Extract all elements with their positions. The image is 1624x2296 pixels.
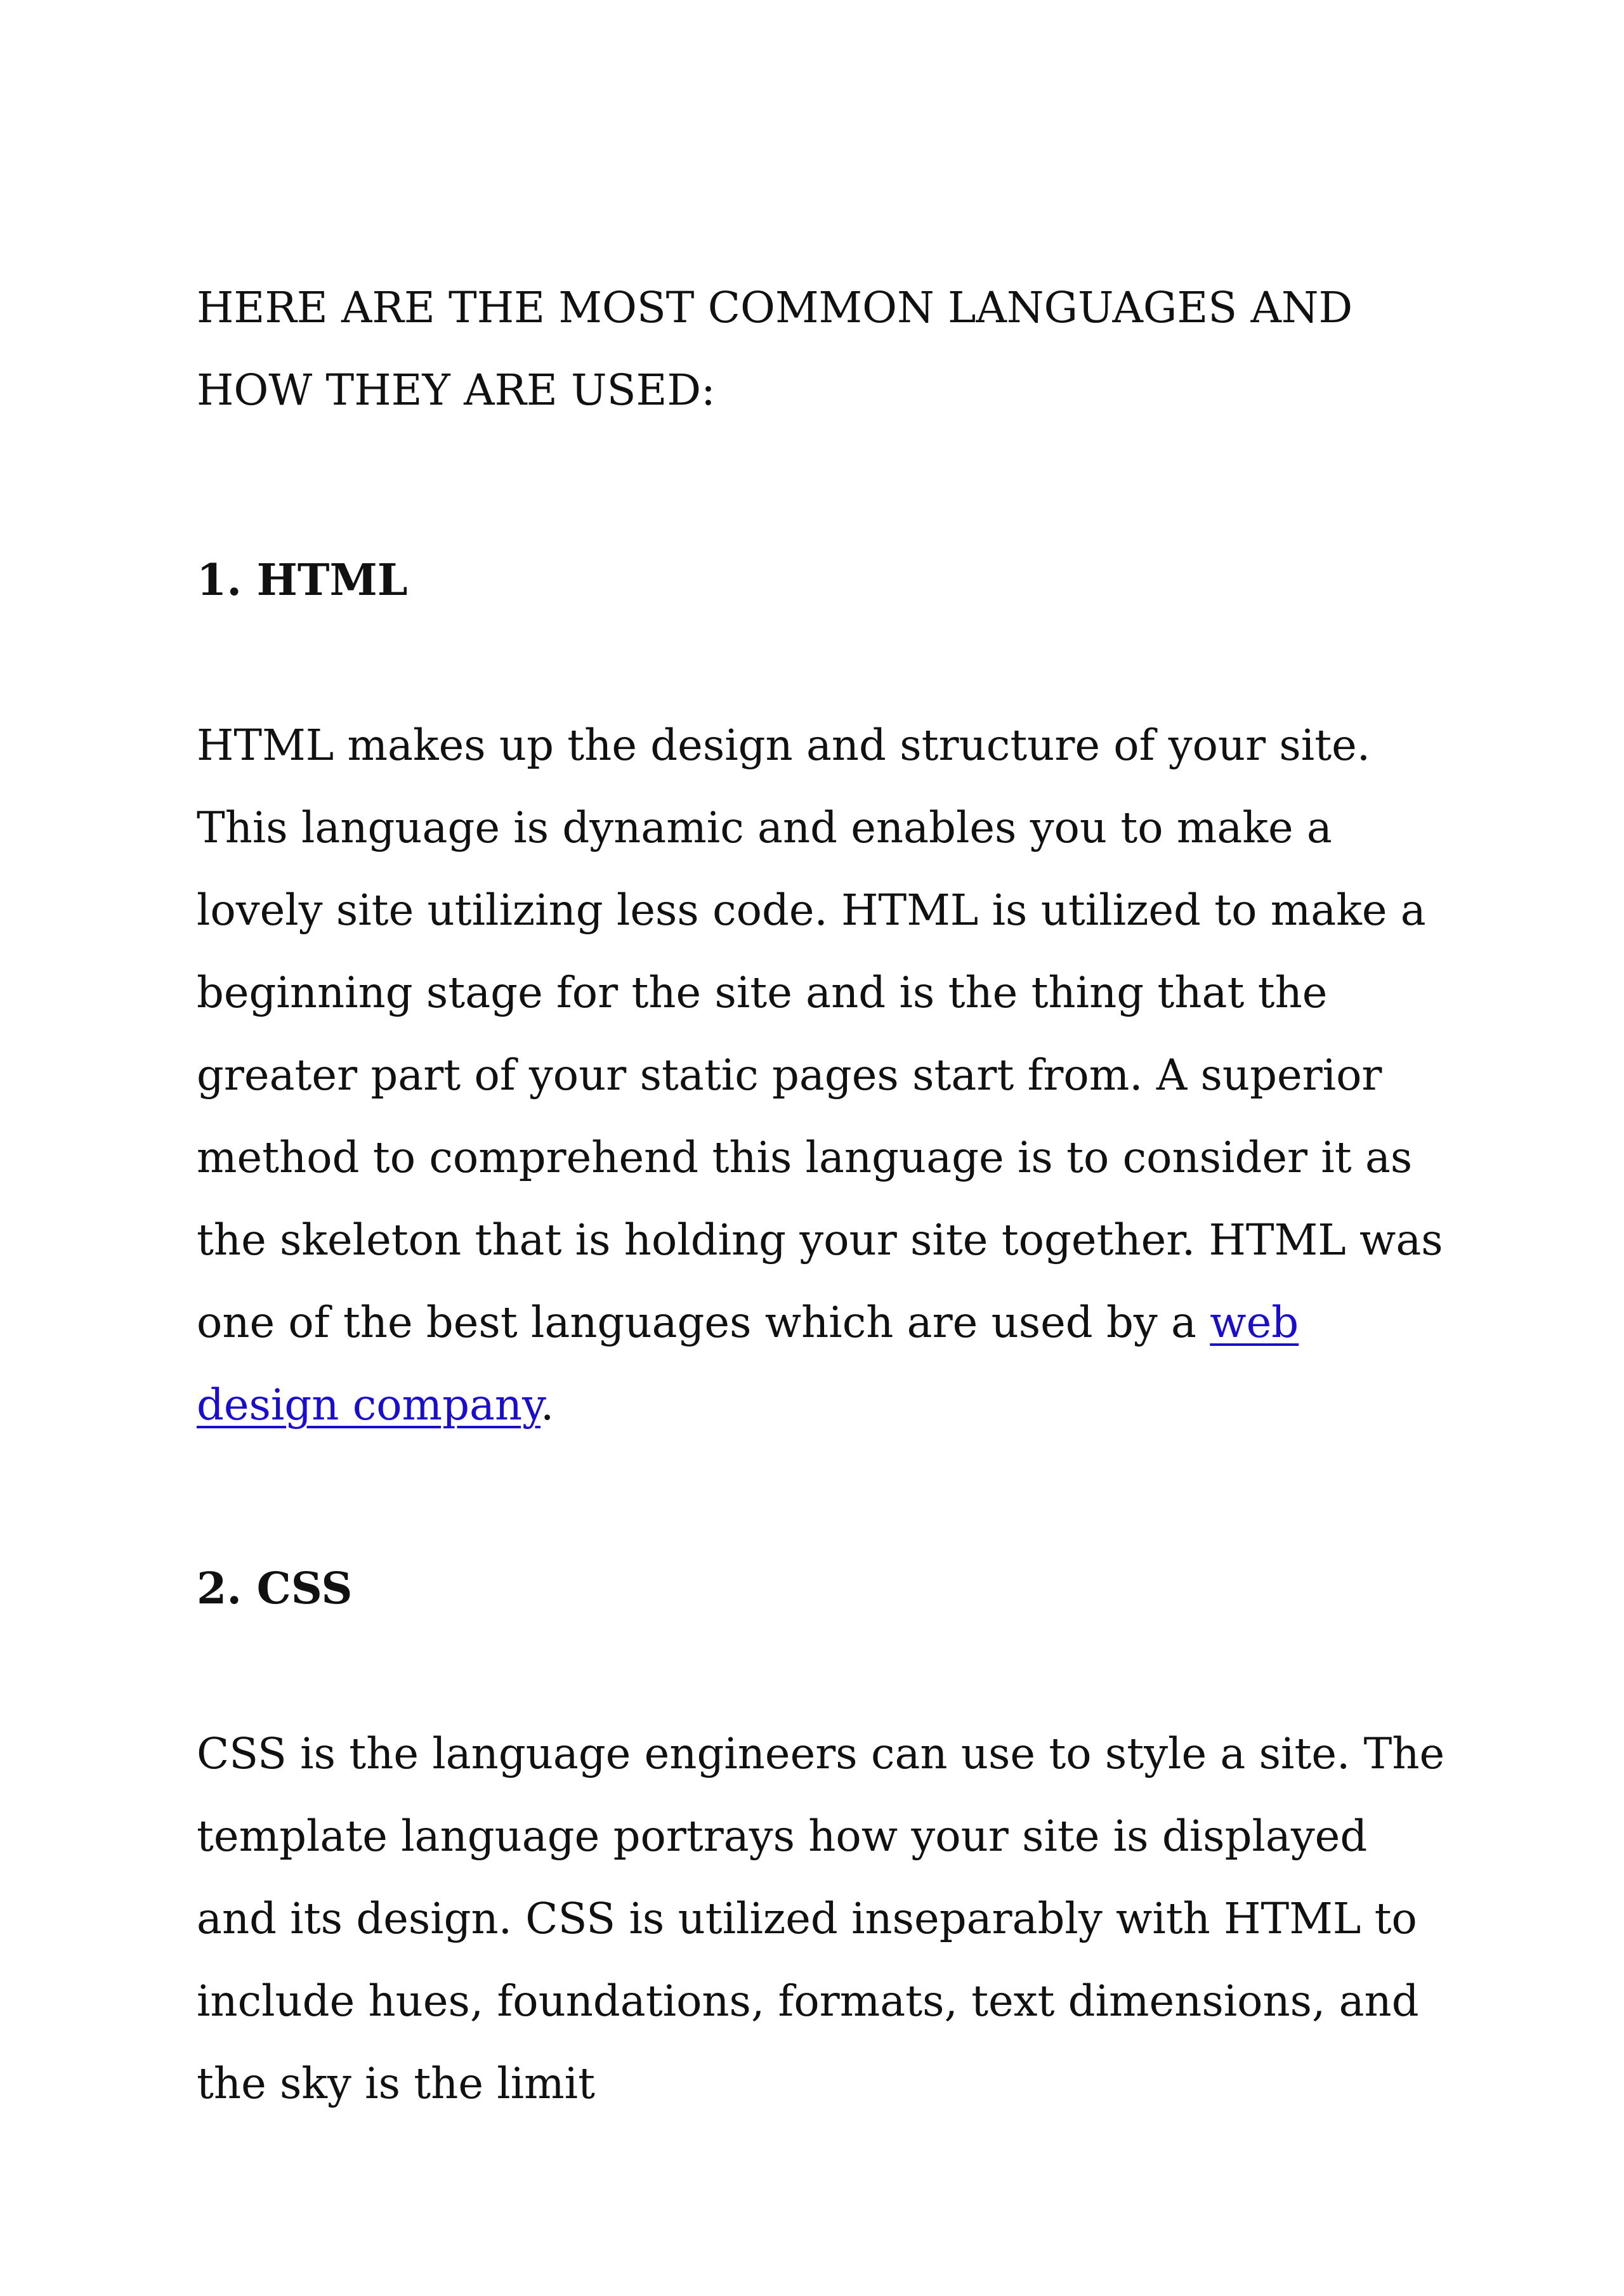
section-paragraph-html: [197, 704, 1453, 1446]
section-paragraph-css: CSS is the language engineers can use to style a site. The template language portrays how your site is displayed and its design. CSS is utilized inseparably with HTML to include hues, foundations, formats, text dimensions, and the sky is the limit: [197, 1729, 1445, 2108]
section-heading-css: 2. CSS: [197, 1563, 353, 1614]
intro-heading: HERE ARE THE MOST COMMON LANGUAGES AND HOW THEY ARE USED:: [197, 283, 1353, 415]
web-design-company-link[interactable]: web design company: [197, 1298, 1299, 1430]
paragraph-text-html: HTML makes up the design and structure of your site. This language is dynamic and enables you to make a lovely site utilizing less code. HTML is utilized to make a beginning stage for the site and is the thing that the greater part of your static pages start from. A superior method to comprehend this language is to consider it as the skeleton that is holding your site together. HTML was one of the best languages which are used by a: [197, 721, 1443, 1347]
paragraph-end-punctuation: .: [540, 1380, 554, 1430]
document-content: [197, 266, 1453, 2125]
section-heading-html: 1. HTML: [197, 555, 408, 606]
